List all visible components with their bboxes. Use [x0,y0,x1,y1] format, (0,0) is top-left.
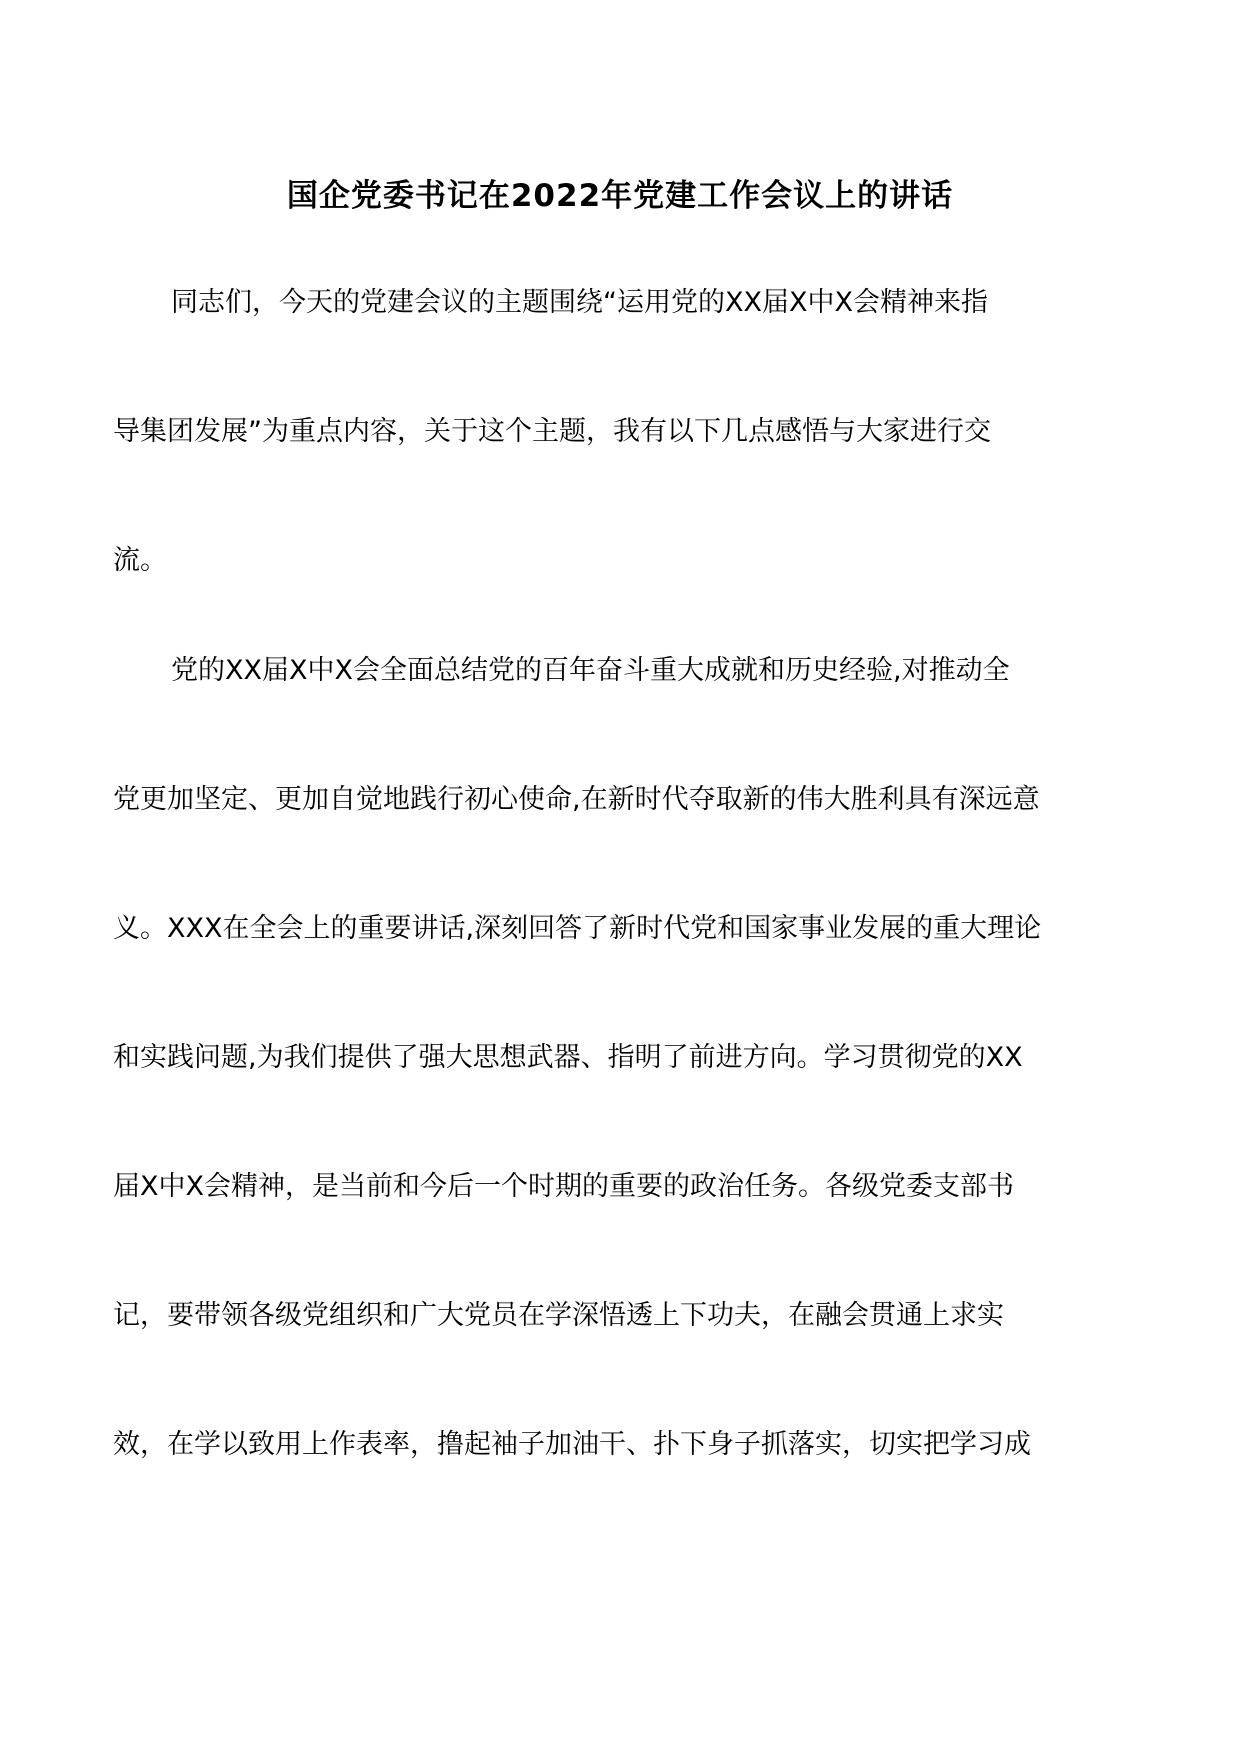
paragraph-line: 党的XX届X中X会全面总结党的百年奋斗重大成就和历史经验,对推动全 [171,655,1010,686]
paragraph-line: 流。 [113,545,167,576]
paragraph-line: 导集团发展”为重点内容，关于这个主题，我有以下几点感悟与大家进行交 [113,416,991,447]
paragraph-line: 党更加坚定、更加自觉地践行初心使命,在新时代夺取新的伟大胜利具有深远意 [113,784,1040,815]
document-title: 国企党委书记在2022年党建工作会议上的讲话 [286,178,954,214]
paragraph-line: 届X中X会精神，是当前和今后一个时期的重要的政治任务。各级党委支部书 [113,1171,1014,1202]
paragraph-line: 效，在学以致用上作表率，撸起袖子加油干、扑下身子抓落实，切实把学习成 [113,1429,1031,1460]
paragraph-line: 同志们，今天的党建会议的主题围绕“运用党的XX届X中X会精神来指 [171,287,988,318]
paragraph-line: 记，要带领各级党组织和广大党员在学深悟透上下功夫，在融会贯通上求实 [113,1300,1004,1331]
paragraph-line: 义。XXX在全会上的重要讲话,深刻回答了新时代党和国家事业发展的重大理论 [113,913,1042,944]
paragraph-line: 和实践问题,为我们提供了强大思想武器、指明了前进方向。学习贯彻党的XX [113,1042,1023,1073]
